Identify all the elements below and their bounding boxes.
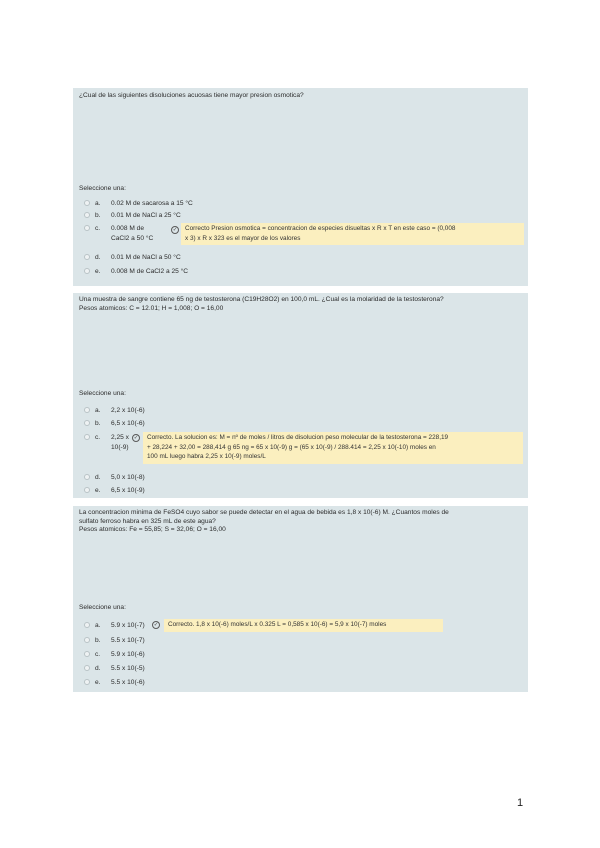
check-icon: ✓ — [133, 435, 139, 441]
check-icon: ✓ — [172, 227, 178, 233]
radio-button[interactable] — [84, 487, 90, 493]
question-card-1: ¿Cual de las siguientes disoluciones acuosas tiene mayor presion osmotica? Seleccione una: a. 0.02 M de sacarosa a 15 °C b. 0.01 M de NaCl a 25 °C c. 0.008 M de CaCl2 a 50 °C ✓ Correcto Presion osmotica = concentracion de especies disueltas x R x T en este caso = (0,008 x 3) x R x 323 es el mayor de los valores d. 0.01 M de NaCl a 50 °C e. 0.008 M de CaCl2 a 25 °C — [73, 88, 528, 286]
question-text: La concentracion minima de FeSO4 cuyo sabor se puede detectar en el agua de bebida es 1,8 x 10(-6) M. ¿Cuantos moles de sulfato ferroso habra en 325 mL de este agua? Pesos atomicos: Fe = 55,85; S = 32,06; O = 16,00 — [79, 509, 449, 534]
radio-button[interactable] — [84, 212, 90, 218]
radio-button[interactable] — [84, 637, 90, 643]
radio-button[interactable] — [84, 665, 90, 671]
question-text: ¿Cual de las siguientes disoluciones acuosas tiene mayor presion osmotica? — [79, 92, 304, 99]
radio-button[interactable] — [84, 200, 90, 206]
question-text: Una muestra de sangre contiene 65 ng de testosterona (C19H28O2) en 100,0 mL. ¿Cual es la molaridad de la testosterona? Pesos atomicos: C = 12.01; H = 1,008; O = 16,00 — [79, 296, 444, 312]
radio-button[interactable] — [84, 254, 90, 260]
question-card-3: La concentracion minima de FeSO4 cuyo sabor se puede detectar en el agua de bebida es 1,8 x 10(-6) M. ¿Cuantos moles de sulfato ferroso habra en 325 mL de este agua? Pesos atomicos: Fe = 55,85; S = 32,06; O = 16,00 Seleccione una: a. 5.9 x 10(-7) ✓ Correcto. 1,8 x 10(-6) moles/L x 0.325 L = 0,585 x 10(-6) = 5,9 x 10(-7) moles b. 5.5 x 10(-7) c. 5.9 x 10(-6) d. 5.5 x 10(-5) e. 5.5 x 10(-6) — [73, 506, 528, 692]
radio-button[interactable] — [84, 268, 90, 274]
check-icon: ✓ — [153, 622, 159, 628]
radio-button[interactable] — [84, 679, 90, 685]
correct-feedback: Correcto Presion osmotica = concentracion de especies disueltas x R x T en este caso = (0,008 x 3) x R x 323 es el mayor de los valores — [181, 223, 524, 245]
select-one-label: Seleccione una: — [79, 604, 126, 611]
select-one-label: Seleccione una: — [79, 390, 126, 397]
radio-button[interactable] — [84, 407, 90, 413]
radio-button[interactable] — [84, 622, 90, 628]
correct-feedback: Correcto. 1,8 x 10(-6) moles/L x 0.325 L = 0,585 x 10(-6) = 5,9 x 10(-7) moles — [164, 619, 443, 632]
select-one-label: Seleccione una: — [79, 185, 126, 192]
question-card-2: Una muestra de sangre contiene 65 ng de testosterona (C19H28O2) en 100,0 mL. ¿Cual es la molaridad de la testosterona? Pesos atomicos: C = 12.01; H = 1,008; O = 16,00 Seleccione una: a. 2,2 x 10(-6) b. 6,5 x 10(-6) c. 2,25 x 10(-9) ✓ Correcto. La solucion es: M = nº de moles / litros de disolucion peso molecular de la testosterona = 228,19 + 28,224 + 32,00 = 288,414 g 65 ng = 65 x 10(-9) g = (65 x 10(-9) / 288.414 = 2,25 x 10(-10) moles en 100 mL luego habra 2,25 x 10(-9) moles/L d. 5,0 x 10(-8) e. 6,5 x 10(-9) — [73, 293, 528, 498]
radio-button[interactable] — [84, 651, 90, 657]
page-number: 1 — [517, 797, 524, 809]
radio-button[interactable] — [84, 434, 90, 440]
radio-button[interactable] — [84, 420, 90, 426]
correct-feedback: Correcto. La solucion es: M = nº de moles / litros de disolucion peso molecular de la testosterona = 228,19 + 28,224 + 32,00 = 288,414 g 65 ng = 65 x 10(-9) g = (65 x 10(-9) / 288.414 = 2,25 x 10(-10) moles en 100 mL luego habra 2,25 x 10(-9) moles/L — [143, 432, 523, 464]
radio-button[interactable] — [84, 474, 90, 480]
radio-button[interactable] — [84, 225, 90, 231]
